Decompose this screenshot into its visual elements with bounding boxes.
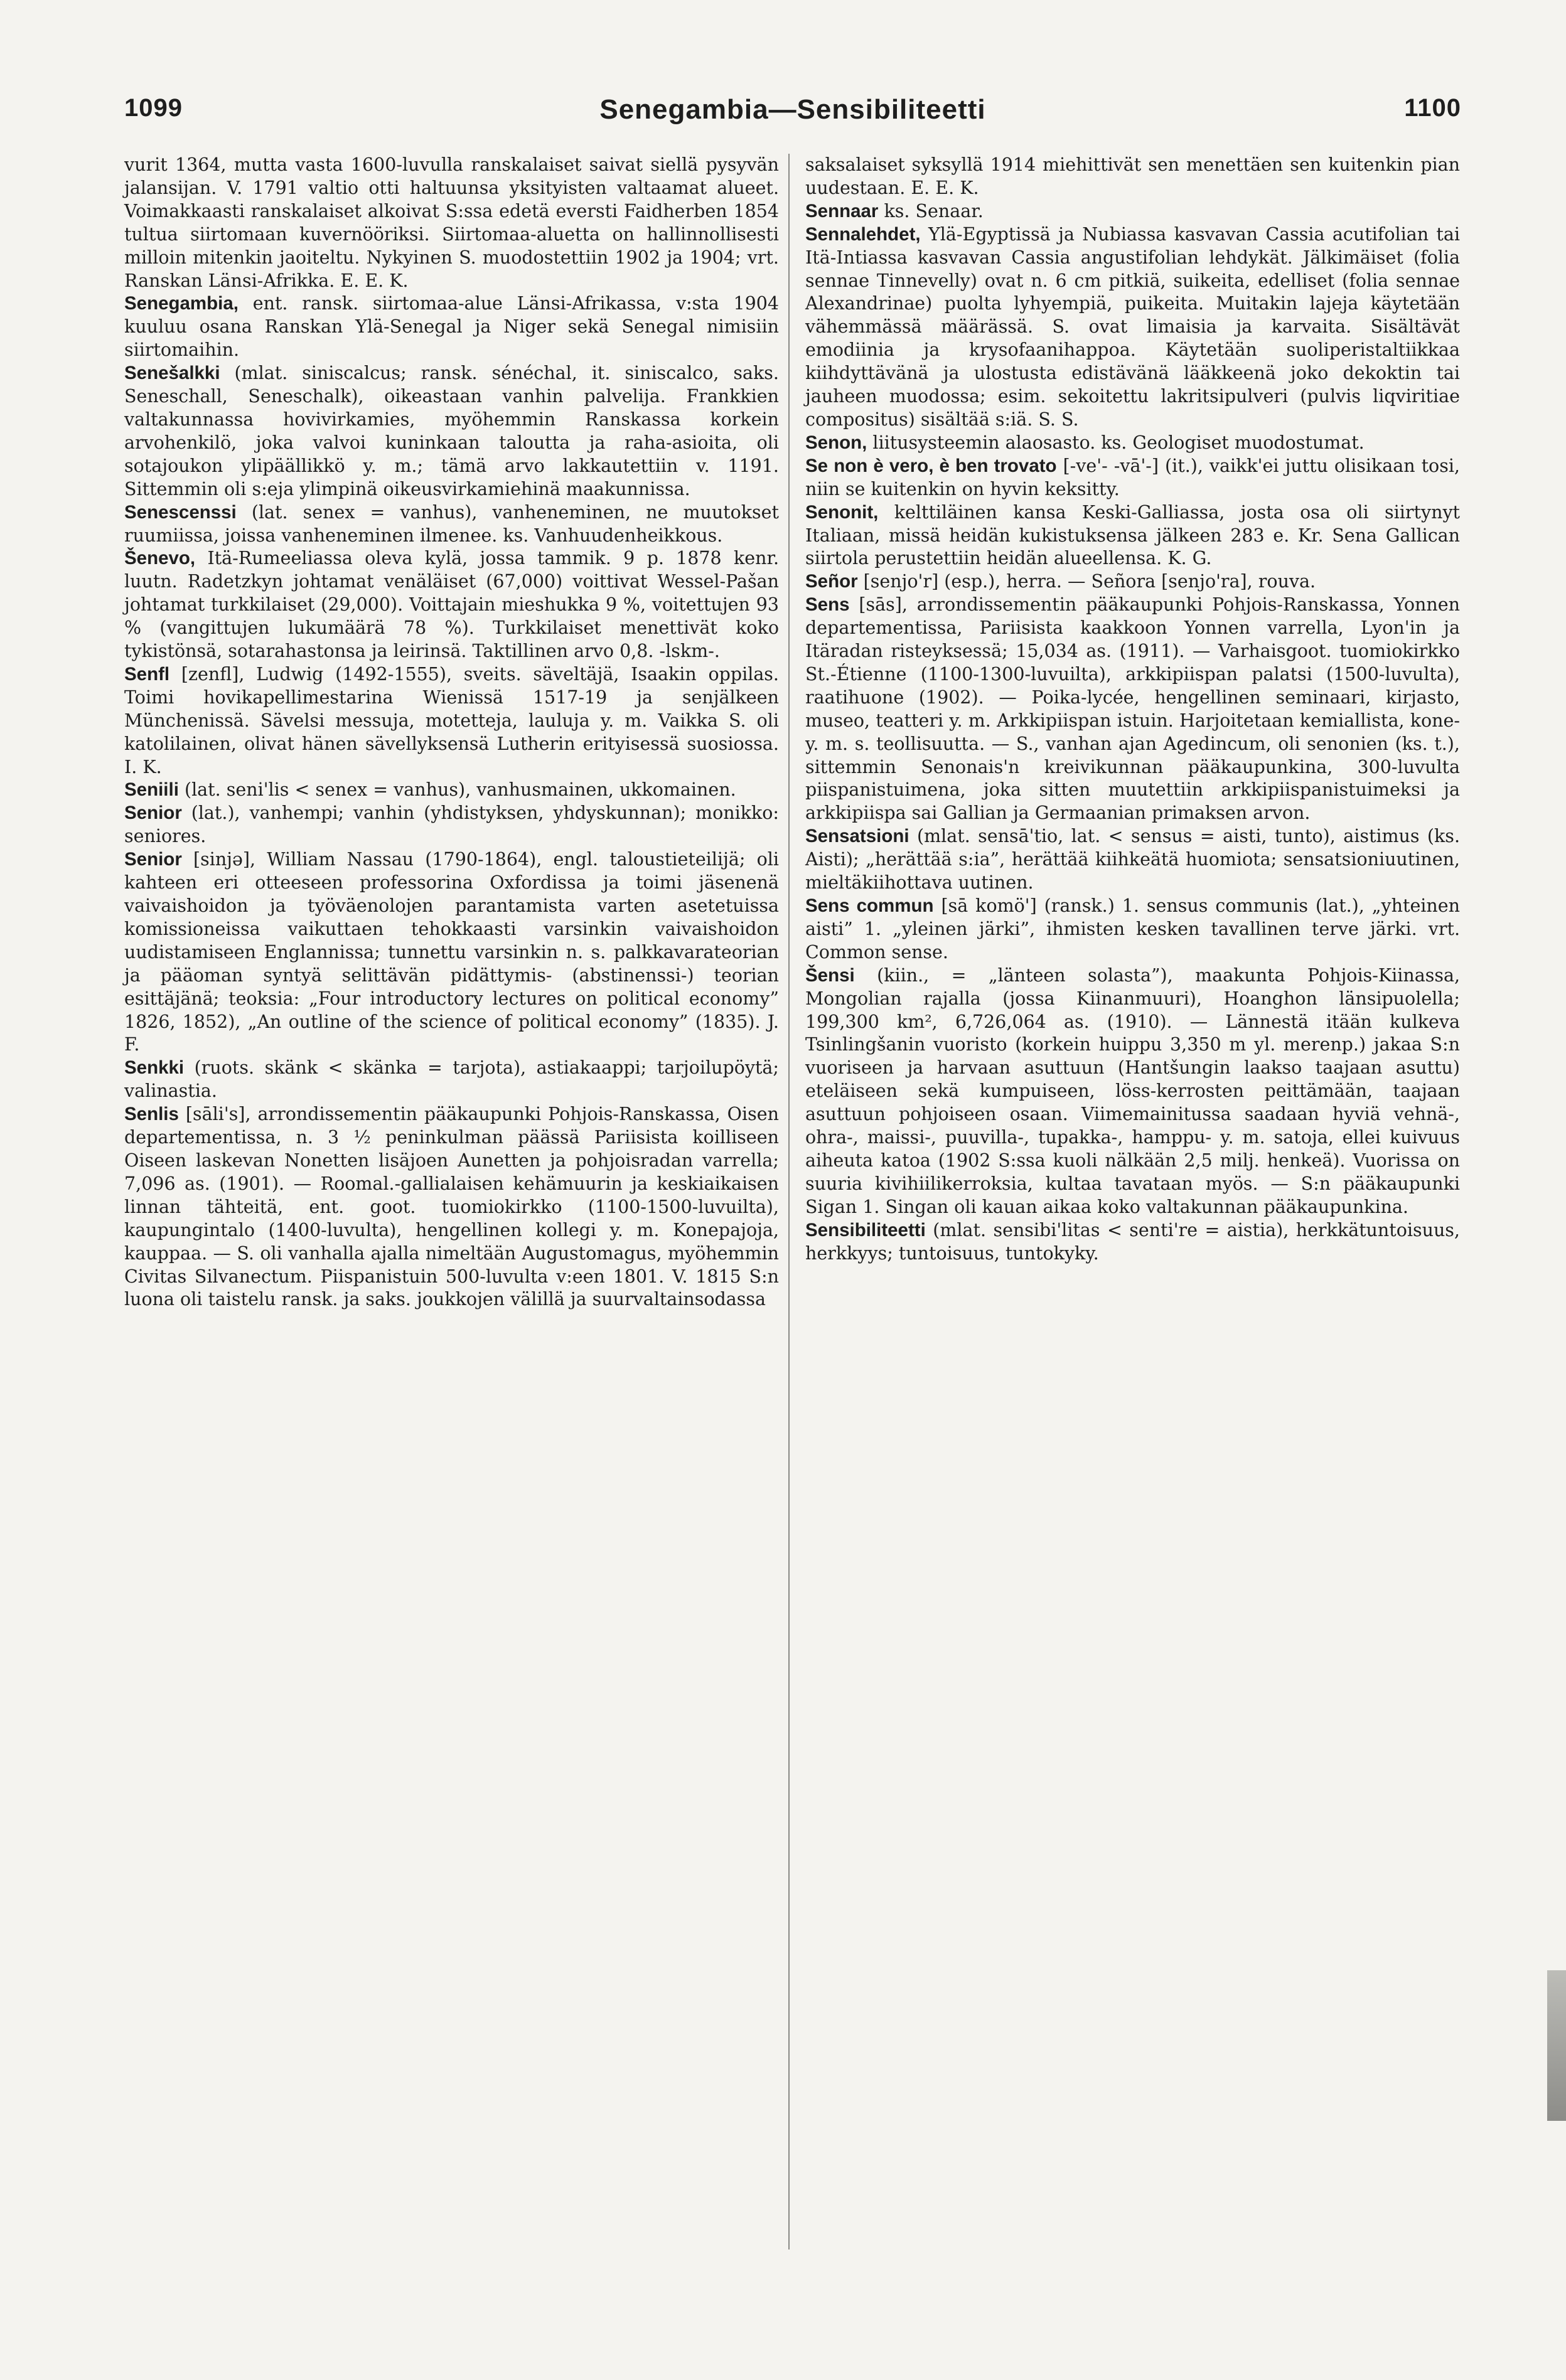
entry-text: (lat.), vanhempi; vanhin (yhdistyksen, yhdyskunnan); monikko: seniores. [124, 803, 780, 847]
dictionary-entry [124, 779, 779, 802]
entry-headword: Sennalehdet, [805, 223, 921, 245]
dictionary-entry [124, 154, 779, 292]
page-header [124, 94, 1461, 138]
dictionary-entry [124, 663, 779, 779]
dictionary-entry [124, 802, 779, 848]
entry-headword: Senior [124, 849, 182, 870]
entry-headword: Senfl [124, 663, 170, 685]
entry-headword: Sennaar [805, 200, 879, 221]
dictionary-entry [805, 154, 1460, 200]
entry-text: Itä-Rumeeliassa oleva kylä, jossa tammik. 9 p. 1878 kenr. luutn. Radetzkyn johtamat venäläiset (67,000) voittivat Wessel-Pašan johtamat turkkilaiset (29,000). Voittajain mieshukka 9 %, voitettujen 93 % (vangittujen lukumäärä 78 %). Turkkilaiset menettivät koko tykistönsä, sotarahastonsa ja leirinsä. Taktillinen arvo 0,8. -lskm-. [124, 548, 780, 662]
dictionary-entry [805, 432, 1460, 455]
entry-text: [zenfl], Ludwig (1492-1555), sveits. säveltäjä, Isaakin oppilas. Toimi hovikapellimestarina Wienissä 1517-19 ja senjälkeen Münchenissä. Sävelsi messuja, motetteja, lauluja y. m. Vaikka S. oli katolilainen, olivat hänen sävellyksensä Lutherin erityisessä suosiossa. I. K. [124, 663, 779, 777]
left-column [124, 154, 779, 1311]
entry-headword: Senior [124, 803, 182, 824]
entry-headword: Šenevo, [124, 548, 196, 569]
entry-text: Ylä-Egyptissä ja Nubiassa kasvavan Cassia acutifolian tai Itä-Intiassa kasvavan Cassia angustifolian lehdykät. Jälkimäiset (folia sennae Tinnevelly) ovat n. 6 cm pitkiä, suikeita, edelliset (folia sennae Alexandrinae) puolta lyhyempiä, puikeita. Muitakin lajeja käytetään vähemmässä määrässä. S. ovat limaisia ja karvaita. Sisältävät emodiinia ja krysofaanihappoa. Käytetään suoliperistaltiikkaa kiihdyttävänä ja ulostusta edistävänä lääkkeenä joko dekoktin tai jauheen muodossa; esim. sekoitettu lakritsipulveri (pulvis liqviritiae compositus) sisältää s:iä. S. S. [805, 223, 1460, 430]
dictionary-entry [124, 848, 779, 1057]
column-divider [788, 154, 790, 2249]
dictionary-entry [124, 292, 779, 362]
entry-headword: Seniili [124, 779, 179, 801]
entry-text: [sās], arrondissementin pääkaupunki Pohjois-Ranskassa, Yonnen departementissa, Pariisista kaakkoon Yonnen varrella, Lyon'in ja Itäradan risteyksessä; 15,034 as. (1911). — Varhaisgoot. tuomiokirkko St.-Étienne (1100-1300-luvuilta), arkkipiispan palatsi (1500-luvulta), raatihuone (1902). — Poika-lycée, hengellinen seminaari, kirjasto, museo, teatteri y. m. Arkkipiispan istuin. Harjoitetaan kemiallista, kone- y. m. s. teollisuutta. — S., vanhan ajan Agedincum, oli senonien (ks. t.), sittemmin Senonais'n kreivikunnan pääkaupunkina, 300-luvulta piispanistuimena, joka sitten muutettiin arkkipiispanistuimeksi ja arkkipiispa sai Gallian ja Germaanian primaksen arvon. [805, 594, 1460, 824]
dictionary-entry [805, 964, 1460, 1219]
entry-text: liitusysteemin alaosasto. ks. Geologiset muodostumat. [872, 432, 1365, 453]
entry-text: ks. Senaar. [884, 200, 984, 221]
right-column [805, 154, 1460, 1266]
dictionary-entry [124, 1103, 779, 1311]
entry-headword: Señor [805, 571, 858, 592]
entry-text: vurit 1364, mutta vasta 1600-luvulla ranskalaiset saivat siellä pysyvän jalansijan. V. 1791 valtio otti haltuunsa yksityisten valtaamat alueet. Voimakkaasti ranskalaiset alkoivat S:ssa edetä eversti Faidherben 1854 tultua siirtomaan kuvernööriksi. Siirtomaa-aluetta on hallinnollisesti milloin mitenkin jaoiteltu. Nykyinen S. muodostettiin 1902 ja 1904; vrt. Ranskan Länsi-Afrikka. E. E. K. [124, 154, 779, 291]
entry-text: (kiin., = „länteen solasta”), maakunta Pohjois-Kiinassa, Mongolian rajalla (jossa Kiinanmuuri), Hoanghon länsipuolella; 199,300 km², 6,726,064 as. (1910). — Lännestä itään kulkeva Tsinlingšanin vuoristo (korkein huippu 3,350 m yl. merenp.) jakaa S:n vuoriseen ja harvaan asuttuun (Hantšungin laakso taajaan asuttu) eteläiseen sekä kumpuiseen, löss-kerrosten peittämään, taajaan asuttuun pohjoiseen osaan. Viimemainitussa saadaan hyviä vehnä-, ohra-, maissi-, puuvilla-, tupakka-, hamppu- y. m. satoja, ellei kuivuus aiheuta katoa (1902 S:ssa kuoli nälkään 2,5 milj. henkeä). Vuorissa on suuria kivihiilikerroksia, kultaa tavataan myös. — S:n pääkaupunki Sigan 1. Singan oli kauan aikaa koko valtakunnan pääkaupunkina. [805, 964, 1460, 1217]
entry-text: [sāli's], arrondissementin pääkaupunki Pohjois-Ranskassa, Oisen departementissa, n. 3 ½ peninkulman päässä Pariisista koilliseen Oiseen laskevan Nonetten lisäjoen Aunetten ja pohjoisradan varrella; 7,096 as. (1901). — Roomal.-gallialaisen kehämuurin ja keskiaikaisen linnan tähteitä, ent. goot. tuomiokirkko (1100-1500-luvuilta), kaupungintalo (1400-luvulta), hengellinen kollegi y. m. Konepajoja, kauppaa. — S. oli vanhalla ajalla nimeltään Augustomagus, myöhemmin Civitas Silvanectum. Piispanistuin 500-luvulta v:een 1801. V. 1815 S:n luona oli taistelu ransk. ja saks. joukkojen välillä ja suurvaltainsodassa [124, 1104, 779, 1310]
page-title: Senegambia—Sensibiliteetti [599, 94, 986, 125]
entry-headword: Senkki [124, 1057, 185, 1079]
entry-text: (mlat. siniscalcus; ransk. sénéchal, it. siniscalco, saks. Seneschall, Seneschalk), oikeastaan vanhin palvelija. Frankkien valtakunnassa hovivirkamies, myöhemmin Ranskassa korkein arvohenkilö, joka valvoi kuninkaan taloutta ja raha-asioita, oli sotajoukon ylipäällikkö y. m.; tämä arvo lakkautettiin v. 1191. Sittemmin oli s:eja ylimpinä oikeusvirkamiehinä maakunnissa. [124, 363, 779, 499]
entry-text: [sinjə], William Nassau (1790-1864), engl. taloustieteilijä; oli kahteen eri otteeseen professorina Oxfordissa ja toimi jäsenenä vaivaishoidon ja työväenolojen parantamista varten asetetuissa komissioneissa vaikuttaen tehokkaasti varsinkin vaivaishoidon uudistamiseen Englannissa; tunnettu varsinkin n. s. palkkavarateorian ja pääoman syntyä selittävän pidättymis- (abstinenssi-) teorian esittäjänä; teoksia: „Four introductory lectures on political economy” 1826, 1852), „An outline of the science of political economy” (1835). J. F. [124, 849, 779, 1055]
entry-text: (lat. senex = vanhus), vanheneminen, ne muutokset ruumiissa, joissa vanheneminen ilmenee. ks. Vanhuudenheikkous. [124, 501, 779, 546]
dictionary-entry [805, 501, 1460, 571]
entry-headword: Sensibiliteetti [805, 1219, 926, 1241]
entry-text: (lat. seni'lis < senex = vanhus), vanhusmainen, ukkomainen. [184, 779, 736, 801]
dictionary-entry [805, 200, 1460, 223]
dictionary-entry [124, 1057, 779, 1103]
dictionary-entry [805, 895, 1460, 964]
dictionary-entry [805, 825, 1460, 895]
entry-text: kelttiläinen kansa Keski-Galliassa, josta osa oli siirtynyt Italiaan, missä heidän kukistuksensa jälkeen 283 e. Kr. Sena Gallican siirtola perustettiin heidän alueellensa. K. G. [805, 501, 1460, 569]
dictionary-entry [805, 594, 1460, 825]
entry-text: [-ve'- -vā'-] (it.), vaikk'ei juttu olisikaan tosi, niin se kuitenkin on hyvin keksitty. [805, 455, 1460, 499]
entry-headword: Šensi [805, 964, 855, 986]
entry-text: [sā komö'] (ransk.) 1. sensus communis (lat.), „yhteinen aisti” 1. „yleinen järki”, ihmisten kesken tavallinen terve järki. vrt. Common sense. [805, 895, 1461, 963]
dictionary-entry [805, 223, 1460, 432]
entry-headword: Sensatsioni [805, 826, 909, 847]
entry-text: [senjo'r] (esp.), herra. — Señora [senjo'ra], rouva. [863, 571, 1316, 592]
entry-text: ent. ransk. siirtomaa-alue Länsi-Afrikassa, v:sta 1904 kuuluu osana Ranskan Ylä-Senegal ja Niger sekä Senegal nimisiin siirtomaihin. [124, 293, 780, 361]
page-number-left: 1099 [124, 94, 183, 122]
entry-text: (mlat. sensibi'litas < senti're = aistia), herkkätuntoisuus, herkkyys; tuntoisuus, tuntokyky. [805, 1219, 1460, 1264]
entry-text: (ruots. skänk < skänka = tarjota), astiakaappi; tarjoilupöytä; valinastia. [124, 1057, 779, 1102]
dictionary-entry [805, 570, 1460, 594]
entry-headword: Sens [805, 594, 850, 616]
dictionary-entry [124, 501, 779, 548]
entry-headword: Senonit, [805, 501, 879, 523]
entry-text: saksalaiset syksyllä 1914 miehittivät sen menettäen sen kuitenkin pian uudestaan. E. E. K. [805, 154, 1460, 198]
dictionary-entry [124, 547, 779, 663]
entry-headword: Sens commun [805, 895, 934, 916]
entry-headword: Senescenssi [124, 501, 237, 523]
entry-headword: Senon, [805, 432, 867, 453]
dictionary-entry [124, 362, 779, 501]
entry-text: (mlat. sensā'tio, lat. < sensus = aisti, tunto), aistimus (ks. Aisti); „herättää s:ia”, herättää kiihkeätä huomiota; sensatsioniuutinen, mieltäkiihottava uutinen. [805, 826, 1460, 894]
page-number-right: 1100 [1404, 94, 1461, 122]
scan-edge-mark [1547, 1970, 1566, 2121]
entry-headword: Senešalkki [124, 363, 220, 384]
dictionary-entry [805, 455, 1460, 501]
dictionary-entry [805, 1219, 1460, 1266]
entry-headword: Senegambia, [124, 293, 239, 314]
entry-headword: Senlis [124, 1104, 179, 1125]
entry-headword: Se non è vero, è ben trovato [805, 455, 1057, 476]
